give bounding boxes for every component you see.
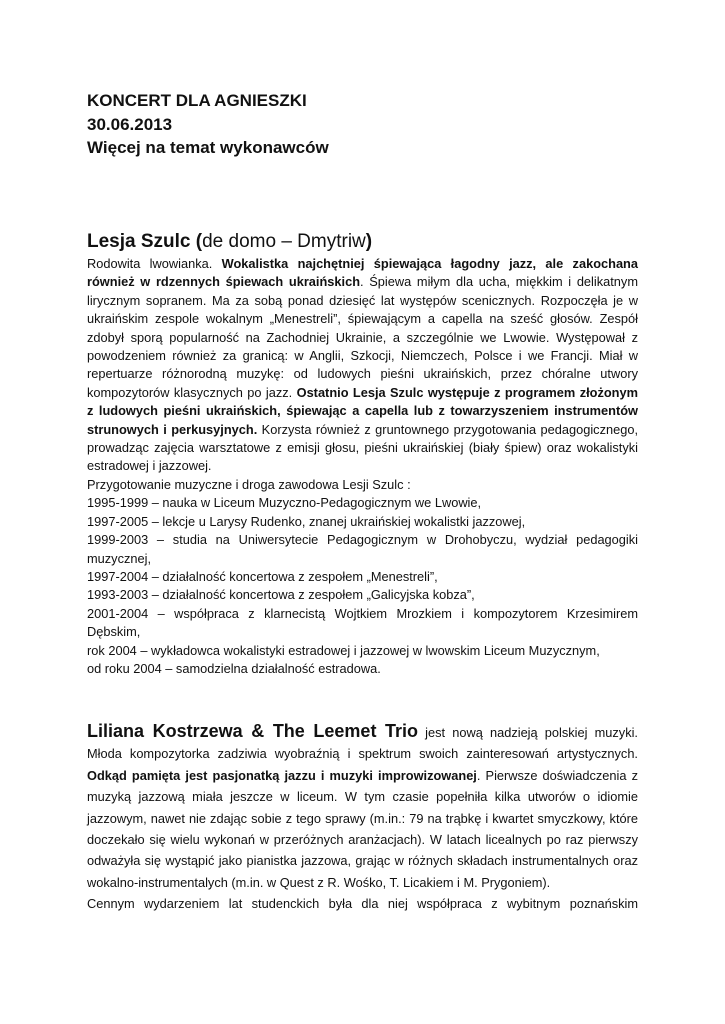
- career-item: od roku 2004 – samodzielna działalność estradowa.: [87, 660, 381, 676]
- section-lesja-szulc: [87, 228, 638, 678]
- performer-name-lesja: [87, 228, 638, 255]
- maiden-name: de domo – Dmytriw: [202, 231, 366, 252]
- document-header: [87, 89, 329, 160]
- bio-liliana-intro: jest nową nadzieją polskiej muzyki. Młoda kompozytorka zadziwia wyobraźnią i spektrum swoich zainteresowań artystycznych.: [87, 725, 638, 762]
- bio-liliana-body: . Pierwsze doświadczenia z muzyką jazzową miała jeszcze w liceum. W tym czasie popełniła kilka utworów o idiomie jazzowym, nawet nie zdając sobie z tego sprawy (m.in.: 79 na trąbkę i kwartet smyczkowy, które doczekało się wielu wykonań w przeróżnych aranżacjach). W latach licealnych po raz pierwszy odważyła się wystąpić jako pianistka jazzowa, grając w różnych składach instrumentalnych oraz wokalno-instrumentalych (m.in. w Quest z R. Wośko, T. Licakiem i M. Prygoniem).: [87, 767, 638, 890]
- bio-paragraph-lesja: [87, 255, 638, 476]
- bio-intro: Rodowita lwowianka.: [87, 256, 222, 271]
- bio-liliana-last-line: Cennym wydarzeniem lat studenckich była dla niej współpraca z wybitnym poznańskim: [87, 896, 638, 912]
- bio-recent: Korzysta również z gruntownego przygotowania pedagogicznego, prowadząc zajęcia warsztatowe z emisji głosu, pieśni ukraińskiej (biały śpiew) oraz wokalistyki estradowej i jazzowej.: [87, 421, 639, 474]
- performer-name-liliana: Liliana Kostrzewa & The Leemet Trio: [87, 721, 419, 741]
- concert-title: KONCERT DLA AGNIESZKI: [87, 91, 307, 110]
- career-item: 1997-2005 – lekcje u Larysy Rudenko, znanej ukraińskiej wokalistki jazzowej,: [87, 513, 526, 529]
- bio-liliana-continued: [87, 893, 638, 914]
- section-liliana-kostrzewa: [87, 721, 638, 915]
- name-close-paren: ): [365, 231, 373, 252]
- career-item: 1997-2004 – działalność koncertowa z zespołem „Menestreli”,: [87, 568, 438, 584]
- career-item: 1993-2003 – działalność koncertowa z zespołem „Galicyjska kobza”,: [87, 587, 475, 603]
- career-item: 1995-1999 – nauka w Liceum Muzyczno-Pedagogicznym we Lwowie,: [87, 495, 482, 511]
- career-item: rok 2004 – wykładowca wokalistyki estradowej i jazzowej w lwowskim Liceum Muzycznym,: [87, 642, 600, 658]
- bio-body: . Śpiewa miłym dla ucha, miękkim i delikatnym lirycznym sopranem. Ma za sobą ponad dziesięć lat występów scenicznych. Rozpoczęła je w ukraińskim zespole wokalnym „Menestreli”, śpiewającym a capella na sześć głosów. Zespół zdobył sporą popularność na Zachodniej Ukrainie, a szczególnie we Lwowie. Występował z powodzeniem również za granicą: w Anglii, Szkocji, Niemczech, Polsce i we Francji. Miał w repertuarze różnorodną muzykę: od ludowych pieśni ukraińskich, przez chóralne utwory kompozytorów klasycznych po jazz.: [87, 274, 638, 400]
- bio-intro-bold: Wokalistka najchętniej śpiewająca łagodny jazz, ale zakochana również w rdzennych śpiewach ukraińskich: [87, 256, 638, 290]
- bio-liliana-bold: Odkąd pamięta jest pasjonatką jazzu i muzyki improwizowanej: [87, 767, 477, 783]
- career-list: [87, 476, 638, 678]
- bio-paragraph-liliana: [87, 721, 638, 893]
- concert-date: 30.06.2013: [87, 114, 173, 134]
- career-item: 1999-2003 – studia na Uniwersytecie Pedagogicznym w Drohobyczu, wydział pedagogiki muzycznej,: [87, 532, 638, 566]
- career-intro: Przygotowanie muzyczne i droga zawodowa Lesji Szulc :: [87, 476, 411, 492]
- name-bold: Lesja Szulc (: [87, 231, 203, 252]
- performers-heading: Więcej na temat wykonawców: [87, 138, 329, 157]
- career-item: 2001-2004 – współpraca z klarnecistą Wojtkiem Mrozkiem i kompozytorem Krzesimirem Dębskim,: [87, 605, 638, 640]
- bio-recent-bold: Ostatnio Lesja Szulc występuje z programem złożonym z ludowych pieśni ukraińskich, śpiewając a capella lub z towarzyszeniem instrumentów strunowych i perkusyjnych.: [87, 384, 638, 437]
